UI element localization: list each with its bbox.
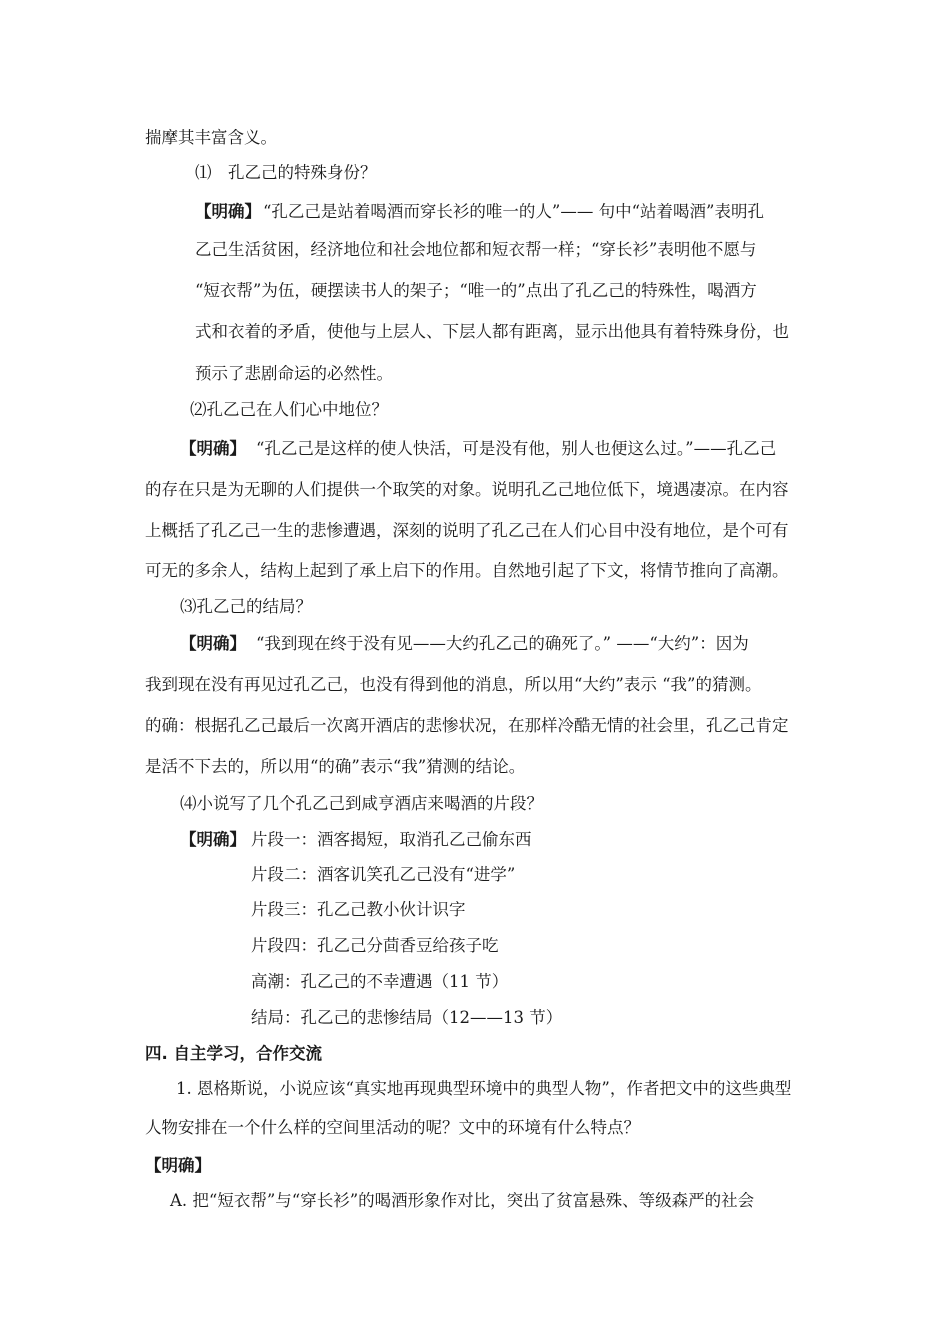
list-item: 片段一：酒客揭短，取消孔乙己偷东西 bbox=[251, 830, 532, 849]
answer-label: 【明确】 bbox=[180, 634, 246, 653]
answer-label: 【明确】 bbox=[145, 1156, 211, 1175]
answer-label: 【明确】 bbox=[180, 439, 246, 458]
text-line: 预示了悲剧命运的必然性。 bbox=[195, 364, 393, 383]
text-line: “孔乙己是站着喝酒而穿长衫的唯一的人”—— 句中“站着喝酒”表明孔 bbox=[263, 202, 764, 221]
text-line: 乙己生活贫困，经济地位和社会地位都和短衣帮一样；“穿长衫”表明他不愿与 bbox=[195, 240, 757, 259]
text-line: 1. 恩格斯说，小说应该“真实地再现典型环境中的典型人物”，作者把文中的这些典型 bbox=[176, 1079, 792, 1098]
answer-label: 【明确】 bbox=[180, 830, 246, 849]
text-line: “短衣帮”为伍，硬摆读书人的架子；“唯一的”点出了孔乙己的特殊性，喝酒方 bbox=[195, 281, 757, 300]
text-line: 是活不下去的，所以用“的确”表示“我”猜测的结论。 bbox=[145, 757, 526, 776]
text-line: 揣摩其丰富含义。 bbox=[145, 128, 277, 147]
section-heading: 四. 自主学习，合作交流 bbox=[145, 1044, 323, 1063]
text-line: “孔乙己是这样的使人快活，可是没有他，别人也便这么过。”——孔乙己 bbox=[256, 439, 777, 458]
text-line: “我到现在终于没有见——大约孔乙己的确死了。” ——“大约”：因为 bbox=[256, 634, 749, 653]
answer-label: 【明确】 bbox=[195, 202, 261, 221]
question-1: ⑴ 孔乙己的特殊身份？ bbox=[195, 163, 377, 182]
text-line: 的确：根据孔乙己最后一次离开酒店的悲惨状况，在那样冷酷无情的社会里，孔乙己肯定 bbox=[145, 716, 789, 735]
text-line: 可无的多余人，结构上起到了承上启下的作用。自然地引起了下文，将情节推向了高潮。 bbox=[145, 561, 789, 580]
list-item: 片段三：孔乙己教小伙计识字 bbox=[251, 900, 466, 919]
list-item: 片段四：孔乙己分茴香豆给孩子吃 bbox=[251, 936, 499, 955]
text-line: 我到现在没有再见过孔乙己，也没有得到他的消息，所以用“大约”表示 “我”的猜测。 bbox=[145, 675, 762, 694]
question-2: ⑵孔乙己在人们心中地位？ bbox=[190, 400, 388, 419]
question-4: ⑷小说写了几个孔乙己到咸亨酒店来喝酒的片段？ bbox=[180, 794, 543, 813]
text-line: 的存在只是为无聊的人们提供一个取笑的对象。说明孔乙己地位低下，境遇凄凉。在内容 bbox=[145, 480, 789, 499]
question-3: ⑶孔乙己的结局？ bbox=[180, 597, 312, 616]
list-item: 结局：孔乙己的悲惨结局（12——13 节） bbox=[251, 1008, 563, 1027]
list-item: 高潮：孔乙己的不幸遭遇（11 节） bbox=[251, 972, 509, 991]
text-line: 上概括了孔乙己一生的悲惨遭遇，深刻的说明了孔乙己在人们心目中没有地位，是个可有 bbox=[145, 521, 789, 540]
text-line: 式和衣着的矛盾，使他与上层人、下层人都有距离，显示出他具有着特殊身份，也 bbox=[195, 322, 789, 341]
list-item: 片段二：酒客讥笑孔乙己没有“进学” bbox=[251, 865, 516, 884]
text-line: 人物安排在一个什么样的空间里活动的呢？文中的环境有什么特点？ bbox=[145, 1118, 640, 1137]
text-line: A. 把“短衣帮”与“穿长衫”的喝酒形象作对比，突出了贫富悬殊、等级森严的社会 bbox=[170, 1191, 755, 1210]
